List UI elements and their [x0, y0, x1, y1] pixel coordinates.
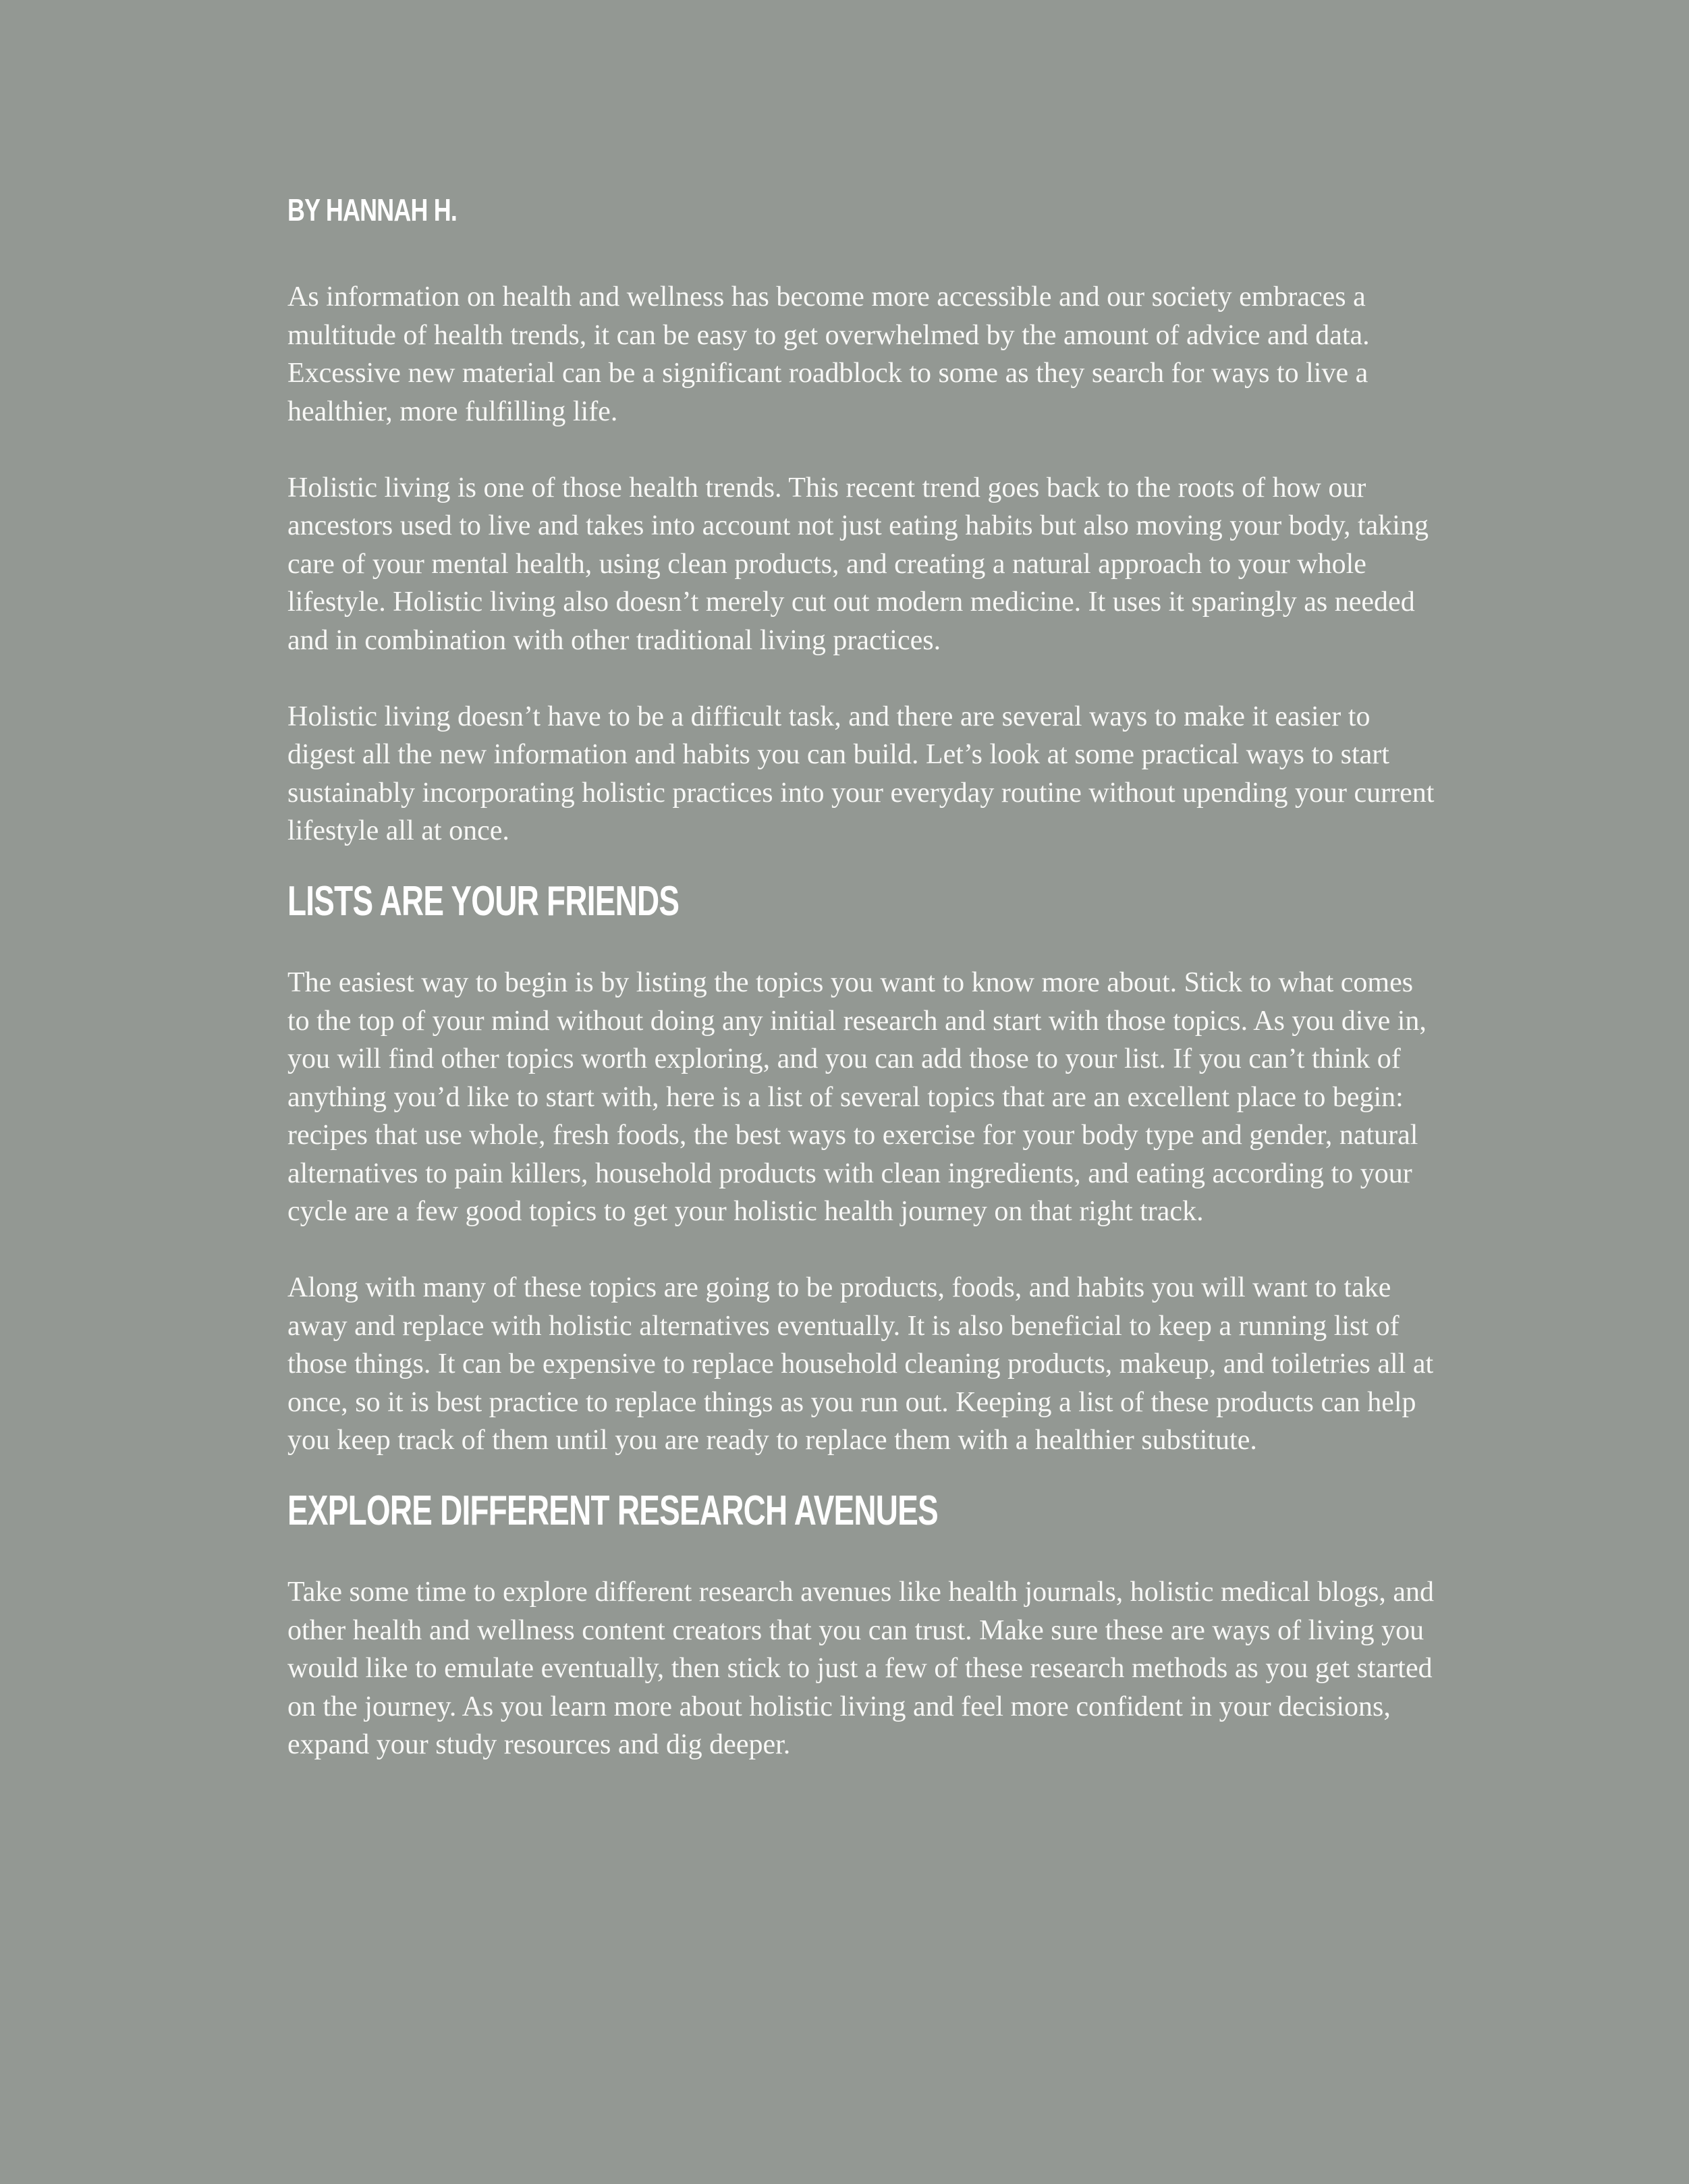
intro-paragraph-1: As information on health and wellness has become more accessible and our society embraces a multitude of health trends, it can be easy to get overwhelmed by the amount of advice and data. Excessive new material can be a significant roadblock to some as they search for ways to live a healthier, more fulfilling life. — [287, 281, 1370, 427]
section-lists — [287, 875, 1435, 1460]
section-heading-lists: LISTS ARE YOUR FRIENDS — [287, 878, 680, 925]
byline: BY HANNAH H. — [287, 192, 458, 227]
intro-paragraph-2: Holistic living is one of those health trends. This recent trend goes back to the roots of how our ancestors used to live and takes into account not just eating habits but also moving your body, taking care of your mental health, using clean products, and creating a natural approach to your whole lifestyle. Holistic living also doesn’t merely cut out modern medicine. It uses it sparingly as needed and in combination with other traditional living practices. — [287, 472, 1429, 656]
section-lists-paragraph-1: The easiest way to begin is by listing the topics you want to know more about. Stick to what comes to the top of your mind without doing any initial research and start with those topics. As you dive in, you will find other topics worth exploring, and you can add those to your list. If you can’t think of anything you’d like to start with, here is a list of several topics that are an excellent place to begin: recipes that use whole, fresh foods, the best ways to exercise for your body type and gender, natural alternatives to pain killers, household products with clean ingredients, and eating according to your cycle are a few good topics to get your holistic health journey on that right track. — [287, 967, 1427, 1227]
section-research — [287, 1484, 1435, 1764]
section-research-paragraph-1: Take some time to explore different research avenues like health journals, holistic medical blogs, and other health and wellness content creators that you can trust. Make sure these are ways of living you would like to emulate eventually, then stick to just a few of these research methods as you get started on the journey. As you learn more about holistic living and feel more confident in your decisions, expand your study resources and dig deeper. — [287, 1577, 1435, 1760]
section-lists-paragraph-2: Along with many of these topics are going to be products, foods, and habits you will want to take away and replace with holistic alternatives eventually. It is also beneficial to keep a running list of those things. It can be expensive to replace household cleaning products, makeup, and toiletries all at once, so it is best practice to replace things as you run out. Keeping a list of these products can help you keep track of them until you are ready to replace them with a healthier substitute. — [287, 1272, 1434, 1456]
article — [287, 189, 1435, 1802]
section-heading-research: EXPLORE DIFFERENT RESEARCH AVENUES — [287, 1487, 938, 1534]
intro-paragraph-3: Holistic living doesn’t have to be a difficult task, and there are several ways to make it easier to digest all the new information and habits you can build. Let’s look at some practical ways to start sustainably incorporating holistic practices into your everyday routine without upending your current lifestyle all at once. — [287, 701, 1435, 846]
